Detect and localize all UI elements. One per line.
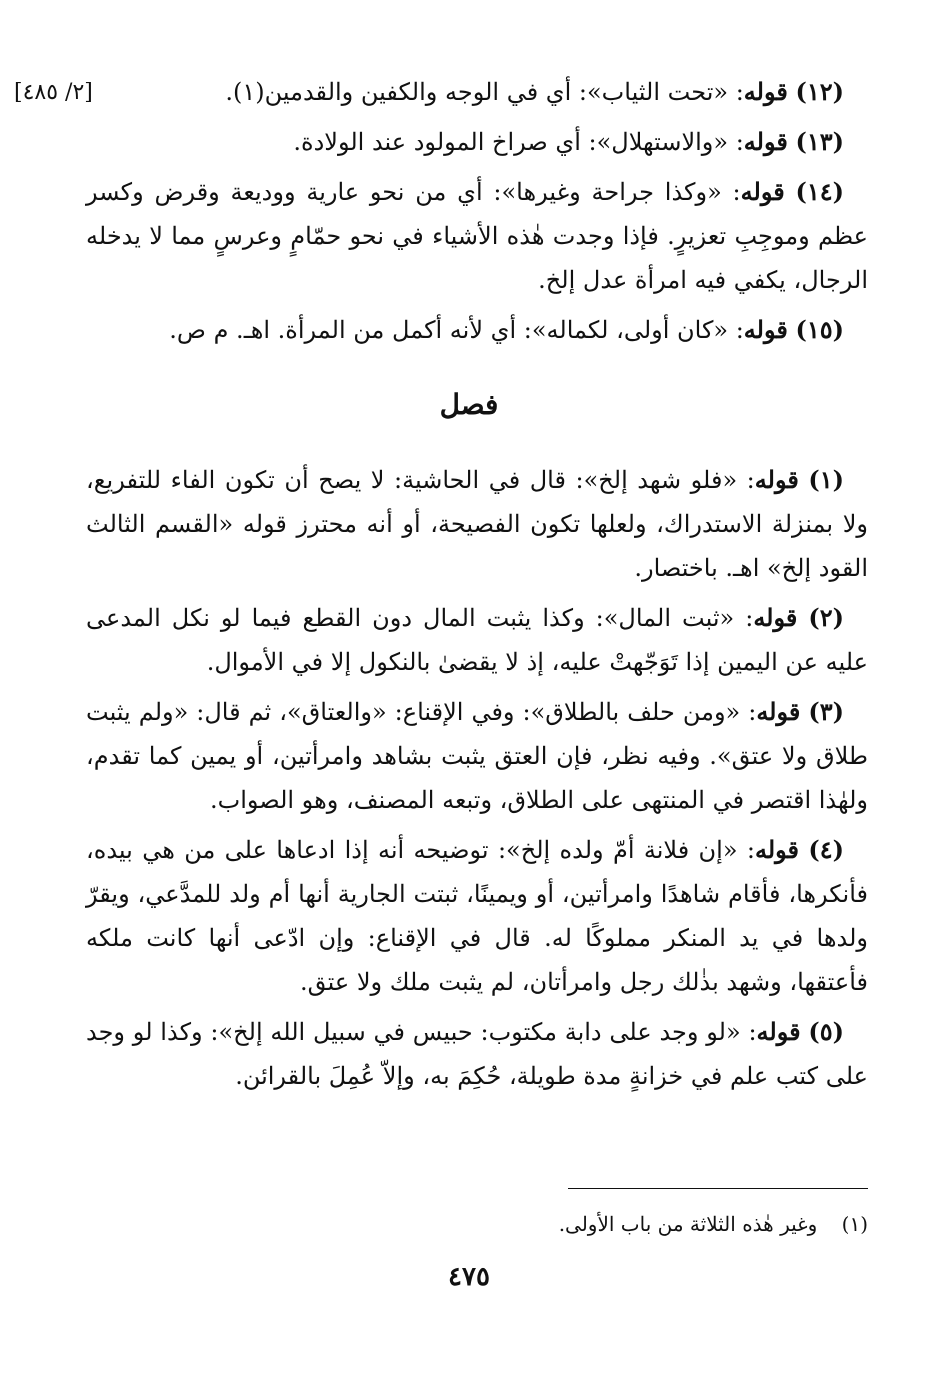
qawl-label: قوله: [753, 603, 798, 632]
paragraph-14: [86, 170, 868, 302]
paragraph-text: : «وكذا جراحة وغيرها»: أي من نحو عارية ووديعة وقرض وكسر عظم وموجِبِ تعزيرٍ. فإذا وجدت هٰذه الأشياء في نحو حمّامٍ وعرسٍ مما لا يدخله الرجال، يكفي فيه امرأة عدل إلخ.: [86, 178, 868, 294]
paragraph-text: : «فلو شهد إلخ»: قال في الحاشية: لا يصح أن تكون الفاء للتفريع، ولا بمنزلة الاستدراك، ولعلها تكون الفصيحة، أو أنه محترز قوله «القسم الثالث القود إلخ» اهـ. باختصار.: [86, 466, 868, 582]
footnote: [300, 1207, 868, 1241]
paragraph-number: (٤): [808, 835, 844, 864]
paragraph-text: : «والاستهلال»: أي صراخ المولود عند الولادة.: [293, 128, 744, 156]
page-number: ٤٧٥: [448, 1262, 490, 1292]
qawl-label: قوله: [740, 177, 785, 206]
qawl-label: قوله: [743, 315, 788, 344]
section-paragraph-1: [86, 458, 868, 590]
qawl-label: قوله: [756, 1017, 801, 1046]
paragraph-number: (١): [808, 465, 844, 494]
qawl-label: قوله: [754, 835, 800, 864]
paragraph-text: : «كان أولى، لكماله»: أي لأنه أكمل من المرأة. اهـ. م ص.: [169, 316, 744, 344]
paragraph-text: : «لو وجد على دابة مكتوب: حبيس في سبيل الله إلخ»: وكذا لو وجد على كتب علم في خزانةٍ مدة طويلة، حُكِمَ به، وإلاّ عُمِلَ بالقرائن.: [86, 1018, 868, 1090]
paragraph-15: [86, 308, 868, 352]
section-paragraph-5: [86, 1010, 868, 1098]
qawl-label: قوله: [756, 697, 801, 726]
footnote-divider: [568, 1188, 868, 1189]
paragraph-number: (١٣): [795, 127, 844, 156]
section-paragraph-3: [86, 690, 868, 822]
paragraph-number: (١٤): [795, 177, 844, 206]
paragraph-text: : «تحت الثياب»: أي في الوجه والكفين والقدمين(١).: [225, 78, 744, 106]
section-title: فصل: [439, 388, 499, 421]
section-paragraph-4: [86, 828, 868, 1004]
paragraph-text: : «إن فلانة أمّ ولده إلخ»: توضيحه أنه إذا ادعاها على من هي بيده، فأنكرها، فأقام شاهدًا وامرأتين، أو ويمينًا، ثبتت الجارية أنها أم ولد للمدَّعي، ويقرّ ولدها في يد المنكر مملوكًا له. قال في الإقناع: وإن ادّعى أنها كانت ملكه فأعتقها، وشهد بذٰلك رجل وامرأتان، لم يثبت ملك ولا عتق.: [86, 836, 868, 996]
paragraph-text: : «ثبت المال»: وكذا يثبت المال دون القطع فيما لو نكل المدعى عليه عن اليمين إذا تَوَجّهتْ عليه، إذ لا يقضىٰ بالنكول إلا في الأموال.: [86, 604, 868, 676]
top-text-block: [86, 70, 868, 358]
paragraph-number: (١٥): [795, 315, 844, 344]
paragraph-13: [86, 120, 868, 164]
footnote-text: وغير هٰذه الثلاثة من باب الأولى.: [558, 1212, 818, 1236]
qawl-label: قوله: [754, 465, 799, 494]
section-text-block: [86, 458, 868, 1104]
page-reference: [٢/ ٤٨٥]: [14, 80, 93, 105]
qawl-label: قوله: [743, 127, 788, 156]
paragraph-text: : «ومن حلف بالطلاق»: وفي الإقناع: «والعتاق»، ثم قال: «ولم يثبت طلاق ولا عتق». وفيه نظر، فإن العتق يثبت بشاهد وامرأتين، أو يمين كما تقدم، ولهٰذا اقتصر في المنتهى على الطلاق، وتبعه المصنف، وهو الصواب.: [86, 698, 868, 814]
footnote-number: (١): [841, 1212, 868, 1236]
qawl-label: قوله: [743, 77, 788, 106]
paragraph-number: (٢): [808, 603, 844, 632]
paragraph-number: (٣): [808, 697, 844, 726]
paragraph-number: (١٢): [795, 77, 844, 106]
paragraph-number: (٥): [808, 1017, 844, 1046]
paragraph-12: [86, 70, 868, 114]
section-paragraph-2: [86, 596, 868, 684]
